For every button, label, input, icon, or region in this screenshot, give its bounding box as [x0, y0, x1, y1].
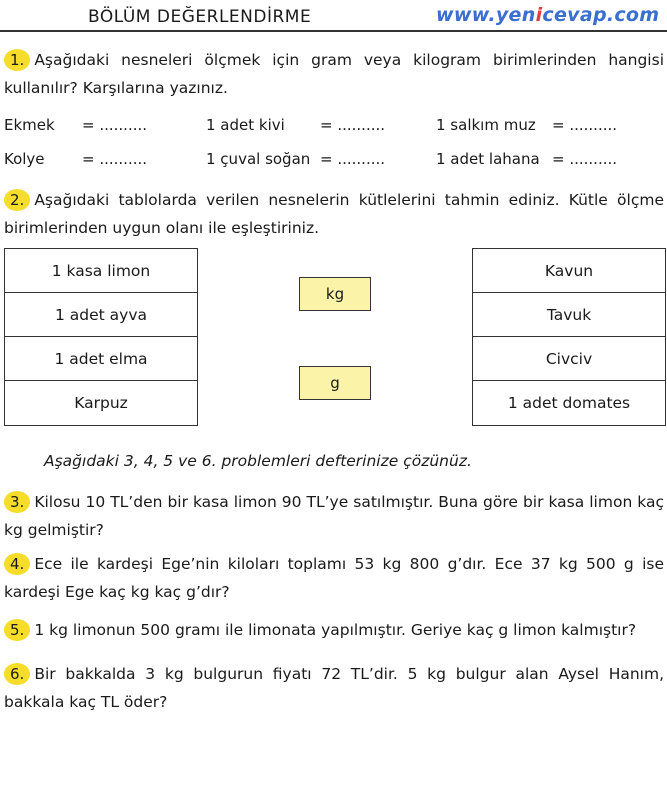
- table-row: 1 kasa limon: [5, 249, 197, 293]
- site-logo-accent: i: [535, 4, 543, 26]
- question-text: Kilosu 10 TL’den bir kasa limon 90 TL’ye satılmıştır. Buna göre bir kasa limon kaç kg gelmiştir?: [4, 493, 664, 539]
- answer-blank: = ..........: [82, 116, 148, 134]
- unit-box-g: g: [299, 366, 371, 400]
- answer-blank: = ..........: [320, 150, 386, 168]
- question-6: [4, 660, 664, 716]
- unit-box-kg: kg: [299, 277, 371, 311]
- question-number-badge: 4.: [4, 553, 30, 575]
- answer-blank: = ..........: [82, 150, 148, 168]
- table-row: Civciv: [473, 337, 665, 381]
- question-text: Bir bakkalda 3 kg bulgurun fiyatı 72 TL’dir. 5 kg bulgur alan Aysel Hanım, bakkala kaç TL öder?: [4, 665, 664, 711]
- question-number-badge: 6.: [4, 663, 30, 685]
- table-row: Tavuk: [473, 293, 665, 337]
- site-logo: [436, 4, 659, 26]
- table-row: Karpuz: [74, 394, 128, 412]
- header-divider: [0, 30, 667, 32]
- page-title: BÖLÜM DEĞERLENDİRME: [88, 7, 312, 27]
- answer-row: [0, 116, 667, 136]
- item-label: Ekmek: [4, 116, 55, 134]
- question-2: [4, 186, 664, 242]
- answer-blank: = ..........: [320, 116, 386, 134]
- question-text: Aşağıdaki nesneleri ölçmek için gram veya kilogram birimlerinden hangisi kullanılır? Karşılarına yazınız.: [4, 51, 664, 97]
- table-row: 1 adet domates: [507, 394, 631, 412]
- answer-blank: = ..........: [552, 150, 618, 168]
- question-3: [4, 488, 664, 544]
- left-items-table: [4, 248, 198, 426]
- item-label: 1 adet kivi: [206, 116, 285, 134]
- table-row: 1 adet elma: [5, 337, 197, 381]
- answer-row: [0, 150, 667, 170]
- site-logo-part: www.yen: [436, 4, 536, 26]
- item-label: 1 adet lahana: [436, 150, 540, 168]
- table-row: Kavun: [473, 249, 665, 293]
- item-label: 1 çuval soğan: [206, 150, 311, 168]
- answer-blank: = ..........: [552, 116, 618, 134]
- item-label: 1 salkım muz: [436, 116, 536, 134]
- question-text: 1 kg limonun 500 gramı ile limonata yapılmıştır. Geriye kaç g limon kalmıştır?: [34, 621, 637, 639]
- question-1: [4, 46, 664, 102]
- question-number-badge: 5.: [4, 619, 30, 641]
- question-number-badge: 3.: [4, 491, 30, 513]
- question-5: [4, 616, 664, 644]
- question-text: Aşağıdaki tablolarda verilen nesnelerin kütlelerini tahmin ediniz. Kütle ölçme birimlerinden uygun olanı ile eşleştiriniz.: [4, 191, 664, 237]
- question-number-badge: 1.: [4, 49, 30, 71]
- page-header: [0, 0, 667, 34]
- question-number-badge: 2.: [4, 189, 30, 211]
- item-label: Kolye: [4, 150, 45, 168]
- site-logo-part: cevap.com: [542, 4, 660, 26]
- right-items-table: [472, 248, 666, 426]
- table-row: 1 adet ayva: [5, 293, 197, 337]
- instruction-note: Aşağıdaki 3, 4, 5 ve 6. problemleri defterinize çözünüz.: [44, 452, 472, 470]
- question-4: [4, 550, 664, 606]
- question-text: Ece ile kardeşi Ege’nin kiloları toplamı 53 kg 800 g’dır. Ece 37 kg 500 g ise kardeşi Ege kaç kg kaç g’dır?: [4, 555, 664, 601]
